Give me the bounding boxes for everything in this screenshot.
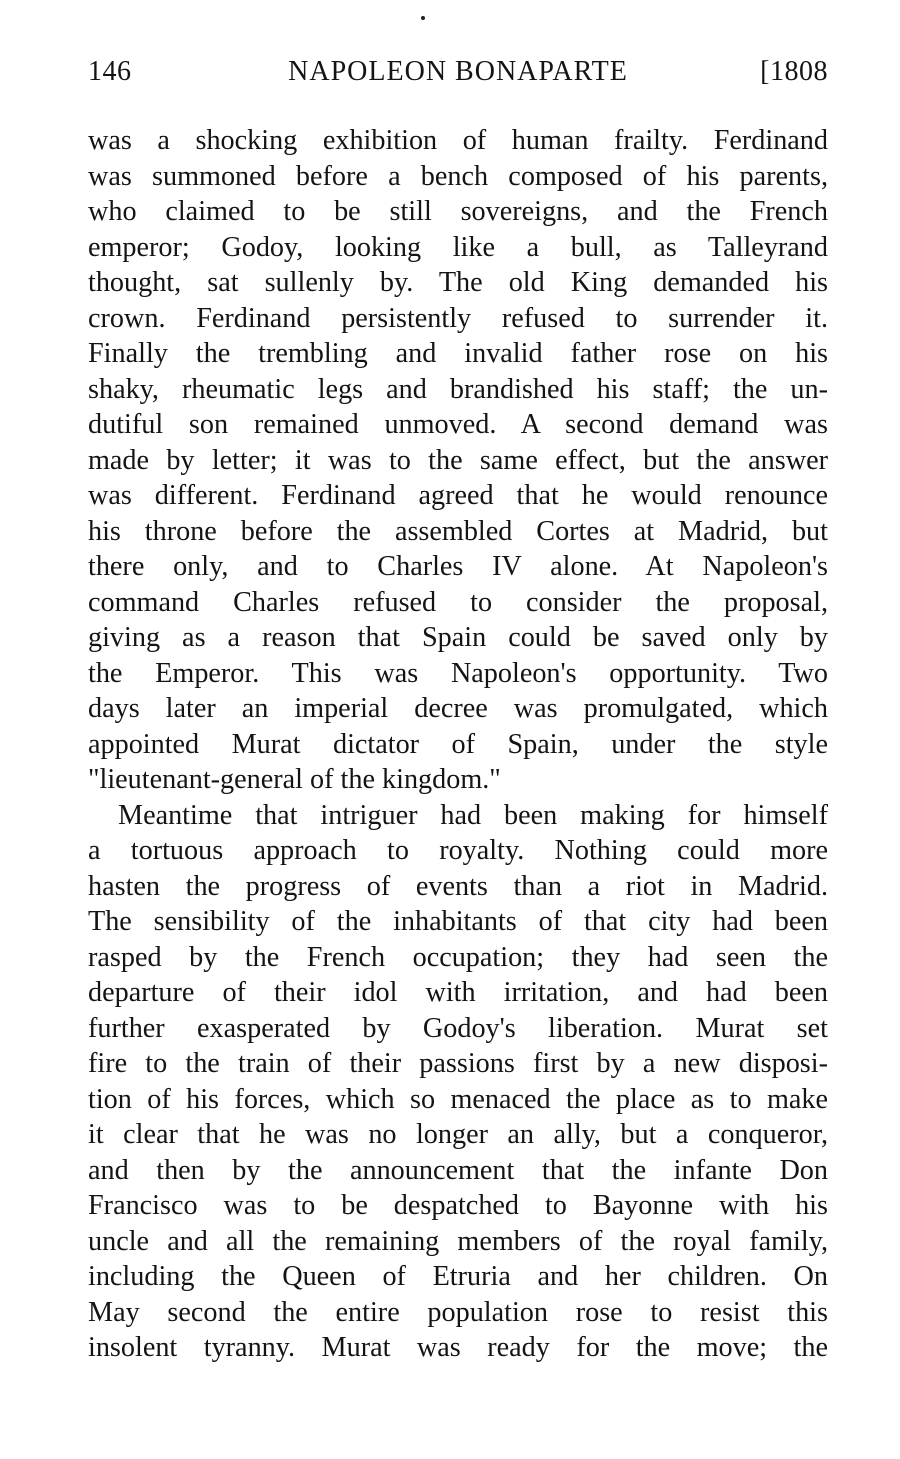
text-line: crown. Ferdinand persistently refused to surrender it. (88, 302, 828, 334)
text-line: The sensibility of the inhabitants of that city had been (88, 906, 828, 937)
text-line: days later an imperial decree was promulgated, which (88, 693, 828, 724)
text-line: including the Queen of Etruria and her children. On (88, 1261, 828, 1292)
text-line: it clear that he was no longer an ally, but a conqueror, (88, 1119, 828, 1150)
text-line: giving as a reason that Spain could be saved only by (88, 622, 828, 653)
text-line: fire to the train of their passions first by a new disposi- (88, 1048, 828, 1079)
text-line: his throne before the assembled Cortes at Madrid, but (88, 515, 828, 547)
text-line: Meantime that intriguer had been making for himself (118, 799, 828, 831)
text-line: command Charles refused to consider the proposal, (88, 586, 828, 618)
text-line: departure of their idol with irritation, and had been (88, 977, 828, 1008)
text-line: rasped by the French occupation; they had seen the (88, 941, 828, 973)
text-line: was summoned before a bench composed of his parents, (88, 160, 828, 192)
page-number: 146 (88, 56, 132, 87)
text-line: tion of his forces, which so menaced the place as to make (88, 1083, 828, 1115)
text-line: there only, and to Charles IV alone. At Napoleon's (88, 551, 828, 582)
text-line: the Emperor. This was Napoleon's opportunity. Two (88, 657, 828, 689)
text-line: dutiful son remained unmoved. A second demand was (88, 409, 828, 440)
text-line: was different. Ferdinand agreed that he would renounce (88, 480, 828, 511)
text-line: was a shocking exhibition of human frailty. Ferdinand (88, 125, 828, 156)
text-line: Francisco was to be despatched to Bayonne with his (88, 1190, 828, 1221)
running-title: NAPOLEON BONAPARTE (288, 56, 628, 87)
text-line: uncle and all the remaining members of the royal family, (88, 1225, 828, 1257)
paragraph-1 (88, 123, 828, 798)
running-header (88, 56, 828, 96)
text-line: shaky, rheumatic legs and brandished his staff; the un- (88, 373, 828, 405)
text-line: hasten the progress of events than a riot in Madrid. (88, 870, 828, 902)
text-line: further exasperated by Godoy's liberation. Murat set (88, 1012, 828, 1044)
text-line: "lieutenant-general of the kingdom." (88, 764, 501, 795)
text-line: insolent tyranny. Murat was ready for the move; the (88, 1332, 828, 1363)
text-line: a tortuous approach to royalty. Nothing could more (88, 835, 828, 866)
body-text (88, 123, 828, 1366)
ink-speck (421, 16, 425, 20)
header-year: [1808 (760, 56, 828, 87)
text-line: and then by the announcement that the infante Don (88, 1154, 828, 1186)
text-line: made by letter; it was to the same effect, but the answer (88, 444, 828, 476)
text-line: Finally the trembling and invalid father rose on his (88, 338, 828, 369)
text-line: who claimed to be still sovereigns, and the French (88, 196, 828, 227)
text-line: thought, sat sullenly by. The old King demanded his (88, 267, 828, 298)
text-line: appointed Murat dictator of Spain, under the style (88, 728, 828, 760)
text-line: emperor; Godoy, looking like a bull, as Talleyrand (88, 231, 828, 263)
paragraph-2 (88, 798, 828, 1366)
text-line: May second the entire population rose to resist this (88, 1296, 828, 1328)
